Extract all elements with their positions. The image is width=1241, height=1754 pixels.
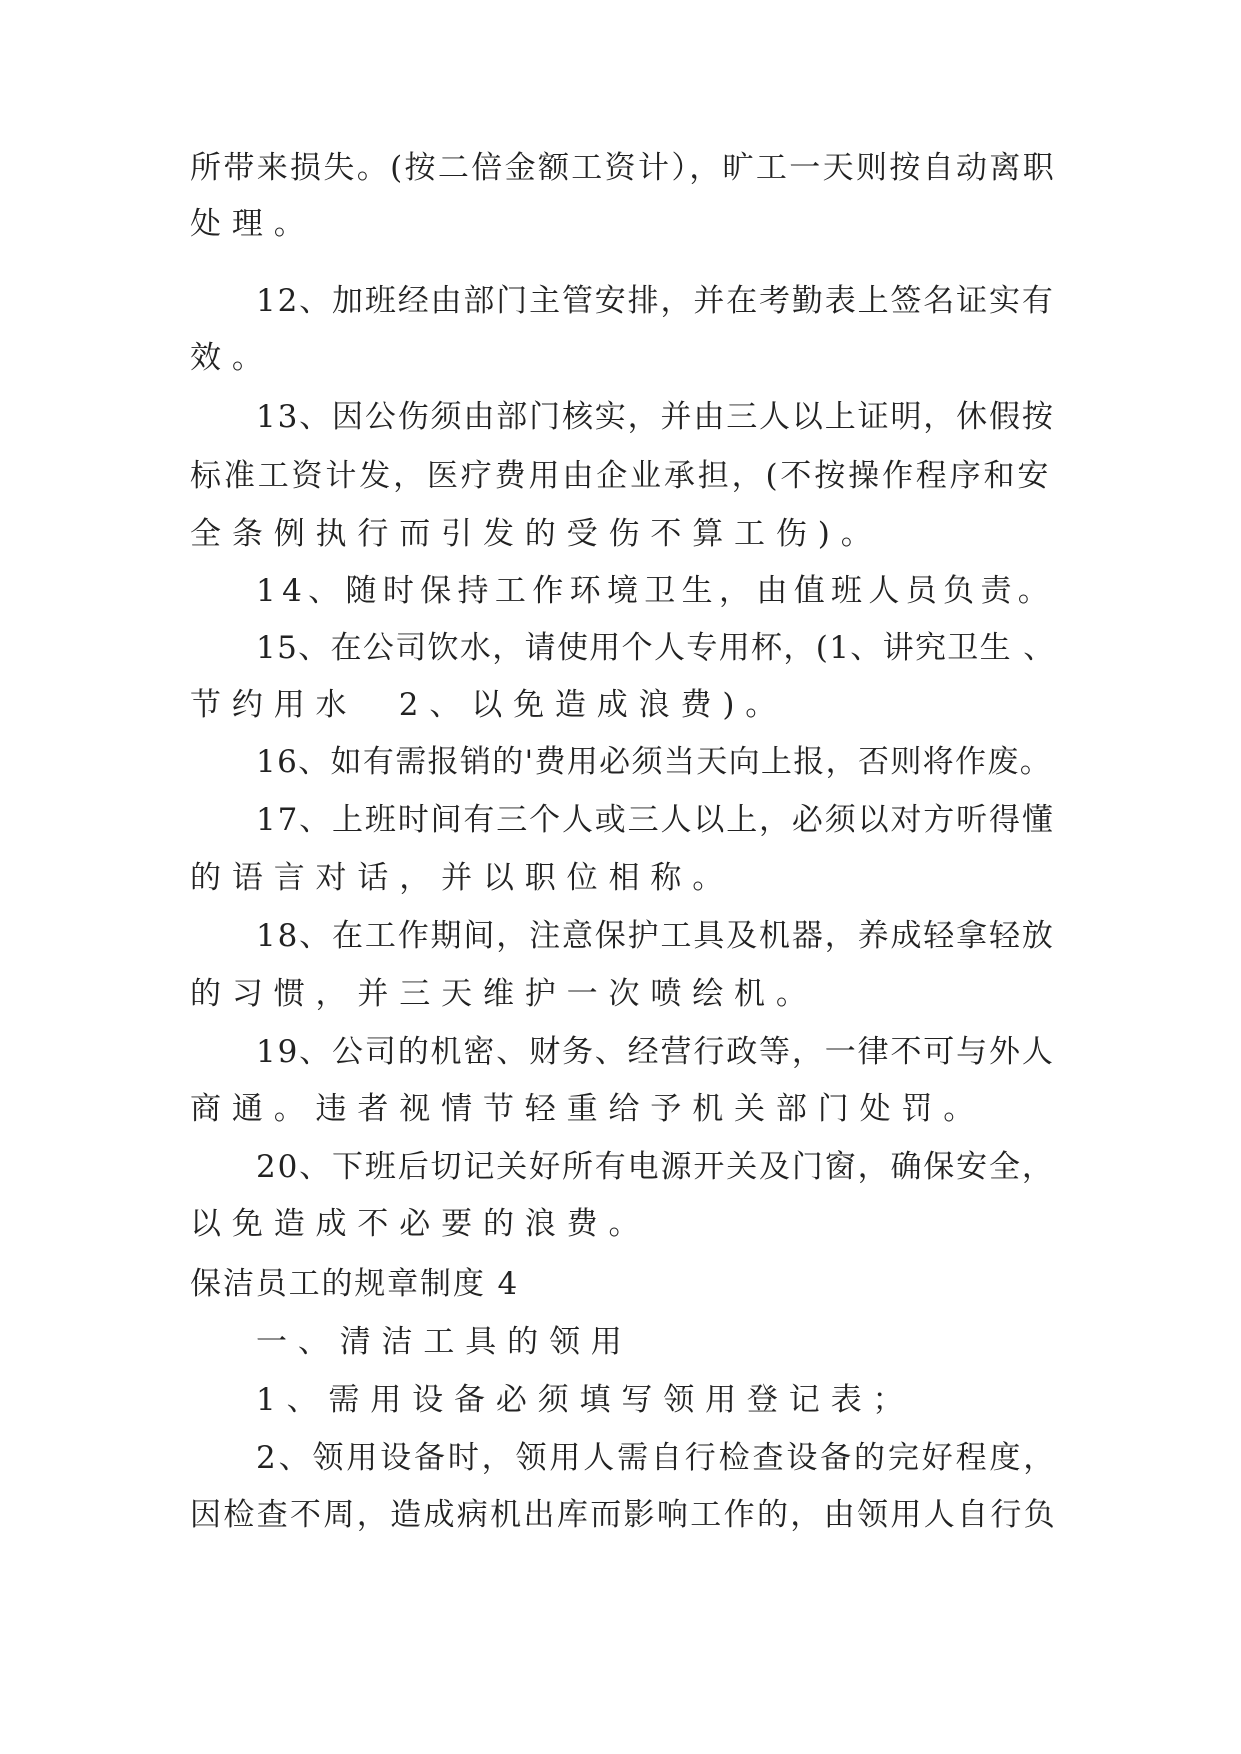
text-line: 以免造成不必要的浪费。 [190, 1206, 651, 1242]
text-line: 14、随时保持工作环境卫生，由值班人员负责。 [256, 573, 1056, 609]
text-line: 20、下班后切记关好所有电源开关及门窗，确保安全， [256, 1149, 1055, 1185]
text-line: 因检查不周，造成病机出库而影响工作的，由领用人自行负 [190, 1497, 1058, 1533]
section-heading: 保洁员工的规章制度 4 [190, 1266, 520, 1302]
text-line: 商通。违者视情节轻重给予机关部门处罚。 [190, 1091, 986, 1127]
text-line: 12、加班经由部门主管安排，并在考勤表上签名证实有 [256, 283, 1055, 319]
text-line: 16、如有需报销的'费用必须当天向上报，否则将作废。 [256, 744, 1053, 780]
text-line: 19、公司的机密、财务、经营行政等，一律不可与外人 [256, 1034, 1055, 1070]
text-line: 处理。 [190, 206, 316, 242]
text-line: 全条例执行而引发的受伤不算工伤)。 [190, 516, 883, 552]
text-line: 标准工资计发，医疗费用由企业承担，(不按操作程序和安 [190, 458, 1052, 494]
text-line: 的习惯，并三天维护一次喷绘机。 [190, 976, 818, 1012]
text-line: 一、清洁工具的领用 [256, 1324, 633, 1360]
text-line: 的语言对话，并以职位相称。 [190, 860, 735, 896]
text-line: 效。 [190, 340, 274, 376]
text-line: 节约用水 2、以免造成浪费)。 [190, 687, 788, 723]
text-line: 1、需用设备必须填写领用登记表； [256, 1382, 915, 1418]
text-line: 18、在工作期间，注意保护工具及机器，养成轻拿轻放 [256, 918, 1055, 954]
text-line: 17、上班时间有三个人或三人以上，必须以对方听得懂 [256, 802, 1055, 838]
text-line: 15、在公司饮水，请使用个人专用杯，(1、讲究卫生 、 [256, 630, 1056, 666]
text-line: 13、因公伤须由部门核实，并由三人以上证明，休假按 [256, 399, 1055, 435]
text-line: 2、领用设备时，领用人需自行检查设备的完好程度， [256, 1440, 1058, 1476]
text-line: 所带来损失。(按二倍金额工资计），旷工一天则按自动离职 [190, 150, 1057, 186]
